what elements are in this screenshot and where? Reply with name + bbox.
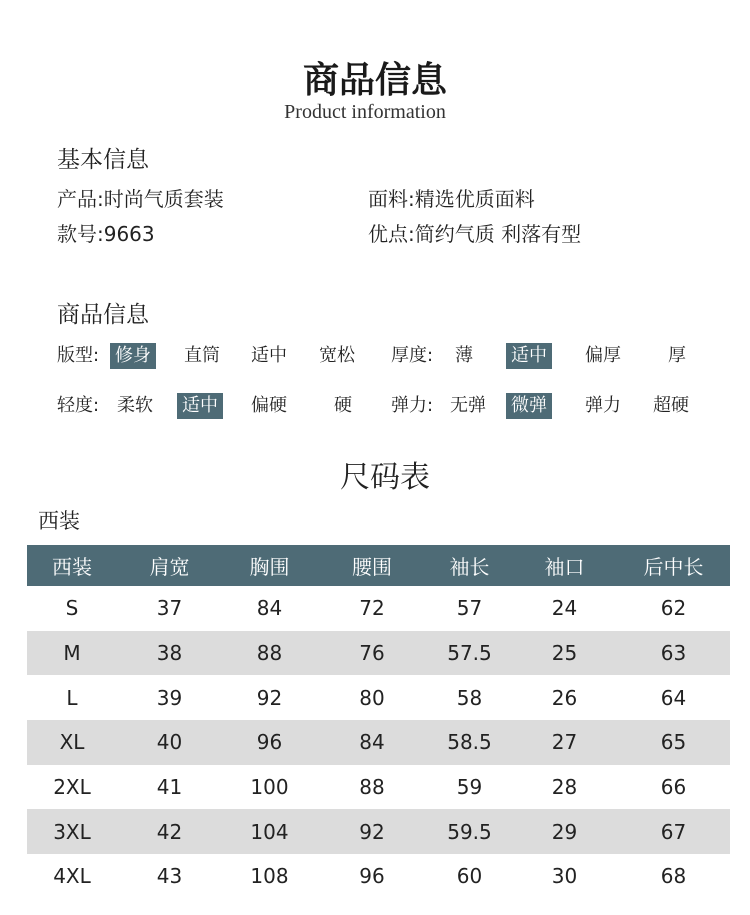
table-cell: 60 [456,864,483,889]
column-header: 西装 [27,545,117,586]
table-cell: 2XL [53,775,91,800]
column-header: 肩宽 [117,545,222,586]
table-cell: 38 [117,631,222,676]
table-cell: 37 [156,596,183,621]
softness-label: 轻度: [57,395,100,416]
elasticity-option-super: 超硬 [653,395,689,416]
table-cell: 24 [551,596,578,621]
table-cell: 84 [317,720,427,765]
fit-option-slim: 修身 [110,343,156,369]
table-cell: 57 [456,596,483,621]
thickness-option-thin: 薄 [455,345,473,366]
table-cell: 27 [512,720,617,765]
table-cell: 25 [512,631,617,676]
size-chart-category: 西装 [38,509,80,533]
table-cell: 108 [250,864,289,889]
table-row [27,720,730,765]
table-cell: 59 [456,775,483,800]
thickness-label: 厚度: [391,345,434,366]
table-cell: 67 [617,809,730,854]
table-row [27,854,730,899]
table-cell: 72 [359,596,385,621]
table-cell: 80 [359,685,385,710]
page-subtitle: Product information [284,101,446,123]
advantage-info: 优点:简约气质 利落有型 [368,222,582,246]
table-cell: 43 [156,864,183,889]
table-cell: 88 [222,631,317,676]
table-cell: S [65,596,79,621]
table-cell: 64 [660,685,687,710]
softness-option-stiff-ish: 偏硬 [251,395,287,416]
column-header: 袖口 [512,545,617,586]
table-cell: 4XL [53,864,91,889]
table-cell: 63 [617,631,730,676]
table-cell: 100 [250,775,289,800]
table-row [27,631,730,676]
table-cell: 29 [512,809,617,854]
table-cell: 76 [317,631,427,676]
column-header: 胸围 [222,545,317,586]
table-cell: 39 [156,685,183,710]
table-cell: 59.5 [427,809,512,854]
softness-option-medium: 适中 [177,393,223,419]
table-cell: 28 [551,775,578,800]
column-header: 后中长 [617,545,730,586]
table-cell: M [27,631,117,676]
attributes-heading: 商品信息 [57,302,149,328]
table-cell: L [66,685,78,710]
size-table-header [27,545,730,586]
table-cell: 40 [117,720,222,765]
table-cell: 92 [317,809,427,854]
product-name: 产品:时尚气质套装 [57,187,224,211]
table-cell: 96 [222,720,317,765]
elasticity-label: 弹力: [391,395,434,416]
table-cell: 88 [359,775,385,800]
table-cell: 57.5 [427,631,512,676]
fit-option-loose: 宽松 [319,345,355,366]
table-cell: 58.5 [427,720,512,765]
column-header: 腰围 [317,545,427,586]
fit-option-straight: 直筒 [184,345,220,366]
table-cell: 65 [617,720,730,765]
basic-info-heading: 基本信息 [57,147,149,173]
table-cell: 66 [660,775,687,800]
column-header: 袖长 [427,545,512,586]
fit-option-regular: 适中 [251,345,287,366]
elasticity-option-stretch: 弹力 [585,395,621,416]
table-cell: XL [27,720,117,765]
table-cell: 3XL [27,809,117,854]
thickness-option-thick: 厚 [668,345,686,366]
page-title: 商品信息 [302,59,447,101]
style-number: 款号:9663 [57,222,155,246]
table-cell: 26 [551,685,578,710]
fit-label: 版型: [57,345,100,366]
softness-option-stiff: 硬 [334,395,352,416]
table-row [27,809,730,854]
table-cell: 42 [117,809,222,854]
table-cell: 41 [156,775,183,800]
table-cell: 68 [660,864,687,889]
table-row [27,675,730,720]
table-cell: 58 [456,685,483,710]
table-cell: 84 [256,596,283,621]
softness-option-soft: 柔软 [117,395,153,416]
fabric-info: 面料:精选优质面料 [368,187,535,211]
table-cell: 92 [256,685,283,710]
size-chart-title: 尺码表 [340,460,430,495]
elasticity-option-slight: 微弹 [506,393,552,419]
table-cell: 62 [660,596,687,621]
table-row [27,586,730,631]
table-cell: 96 [359,864,385,889]
thickness-option-medium: 适中 [506,343,552,369]
table-cell: 104 [222,809,317,854]
size-table [27,545,730,899]
table-row [27,765,730,810]
elasticity-option-none: 无弹 [450,395,486,416]
thickness-option-thick-ish: 偏厚 [585,345,621,366]
table-cell: 30 [551,864,578,889]
